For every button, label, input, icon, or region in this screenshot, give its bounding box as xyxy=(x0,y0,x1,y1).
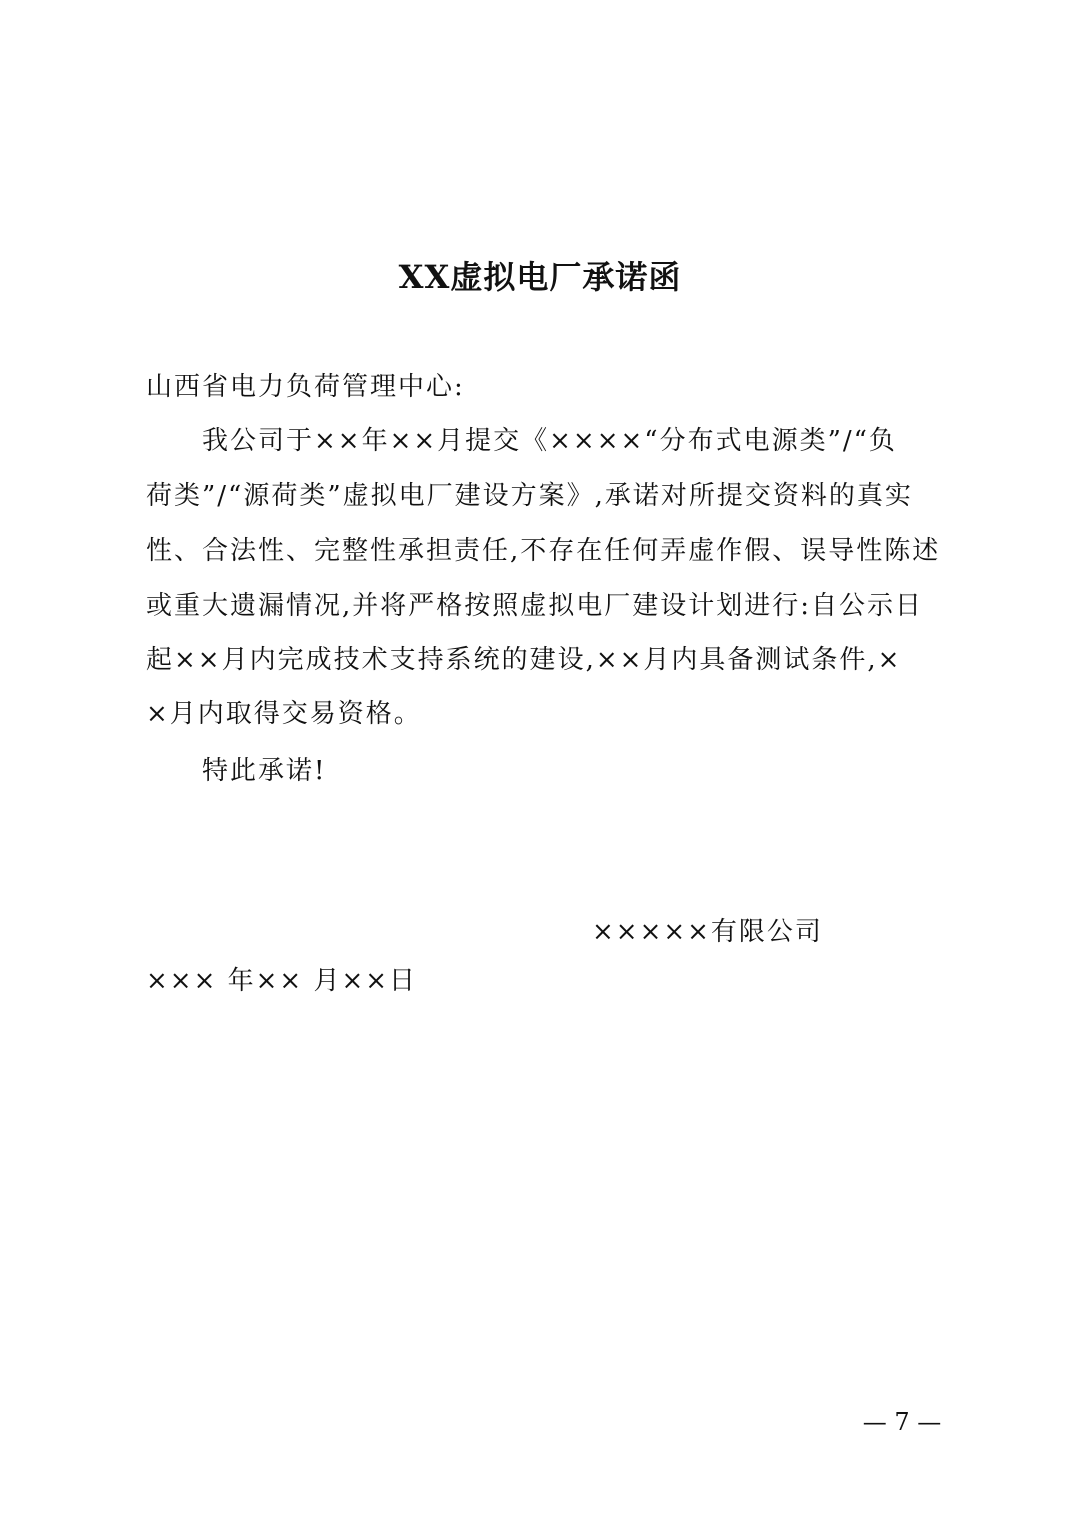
body-paragraph-line: 我公司于××年××月提交《××××“分布式电源类”/“负 xyxy=(202,426,897,456)
body-paragraph-line: ×月内取得交易资格。 xyxy=(146,699,422,729)
body-paragraph-line: 起××月内完成技术支持系统的建设,××月内具备测试条件,× xyxy=(146,645,902,675)
page-number: — 7 — xyxy=(862,1408,942,1436)
body-paragraph-line: 或重大遗漏情况,并将严格按照虚拟电厂建设计划进行:自公示日 xyxy=(146,591,924,621)
body-paragraph-line: 荷类”/“源荷类”虚拟电厂建设方案》,承诺对所提交资料的真实 xyxy=(146,481,913,511)
signature-date: ××× 年×× 月××日 xyxy=(146,966,418,996)
document-title: XX虚拟电厂承诺函 xyxy=(398,258,682,296)
closing-statement: 特此承诺! xyxy=(202,756,327,786)
company-signature: ×××××有限公司 xyxy=(592,917,823,947)
body-paragraph-line: 性、合法性、完整性承担责任,不存在任何弄虚作假、误导性陈述 xyxy=(146,536,941,566)
salutation: 山西省电力负荷管理中心: xyxy=(146,372,465,402)
